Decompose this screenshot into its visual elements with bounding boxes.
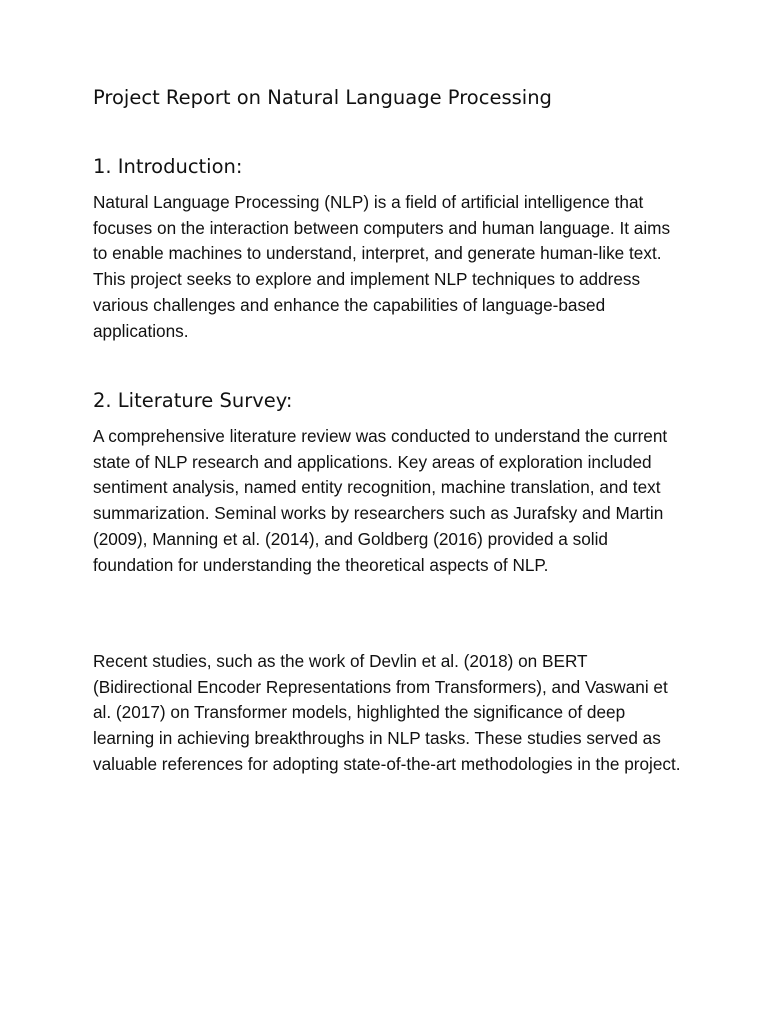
literature-survey-paragraph-2: Recent studies, such as the work of Devlin et al. (2018) on BERT (Bidirectional Encoder Representations from Transformers), and Vaswani et al. (2017) on Transformer models, highlighted the significance of deep learning in achieving breakthroughs in NLP tasks. These studies served as valuable references for adopting state-of-the-art methodologies in the project.: [93, 651, 681, 774]
introduction-paragraph: Natural Language Processing (NLP) is a field of artificial intelligence that focuses on the interaction between computers and human language. It aims to enable machines to understand, interpret, and generate human-like text. This project seeks to explore and implement NLP techniques to address various challenges and enhance the capabilities of language-based applications.: [93, 192, 671, 341]
literature-survey-paragraph-1: A comprehensive literature review was conducted to understand the current state of NLP research and applications. Key areas of exploration included sentiment analysis, named entity recognition, machine translation, and text summarization. Seminal works by researchers such as Jurafsky and Martin (2009), Manning et al. (2014), and Goldberg (2016) provided a solid foundation for understanding the theoretical aspects of NLP.: [93, 426, 668, 575]
document-title: Project Report on Natural Language Processing: [93, 86, 552, 109]
section-heading-introduction: 1. Introduction:: [93, 155, 243, 178]
section-heading-literature-survey: 2. Literature Survey:: [93, 389, 293, 412]
